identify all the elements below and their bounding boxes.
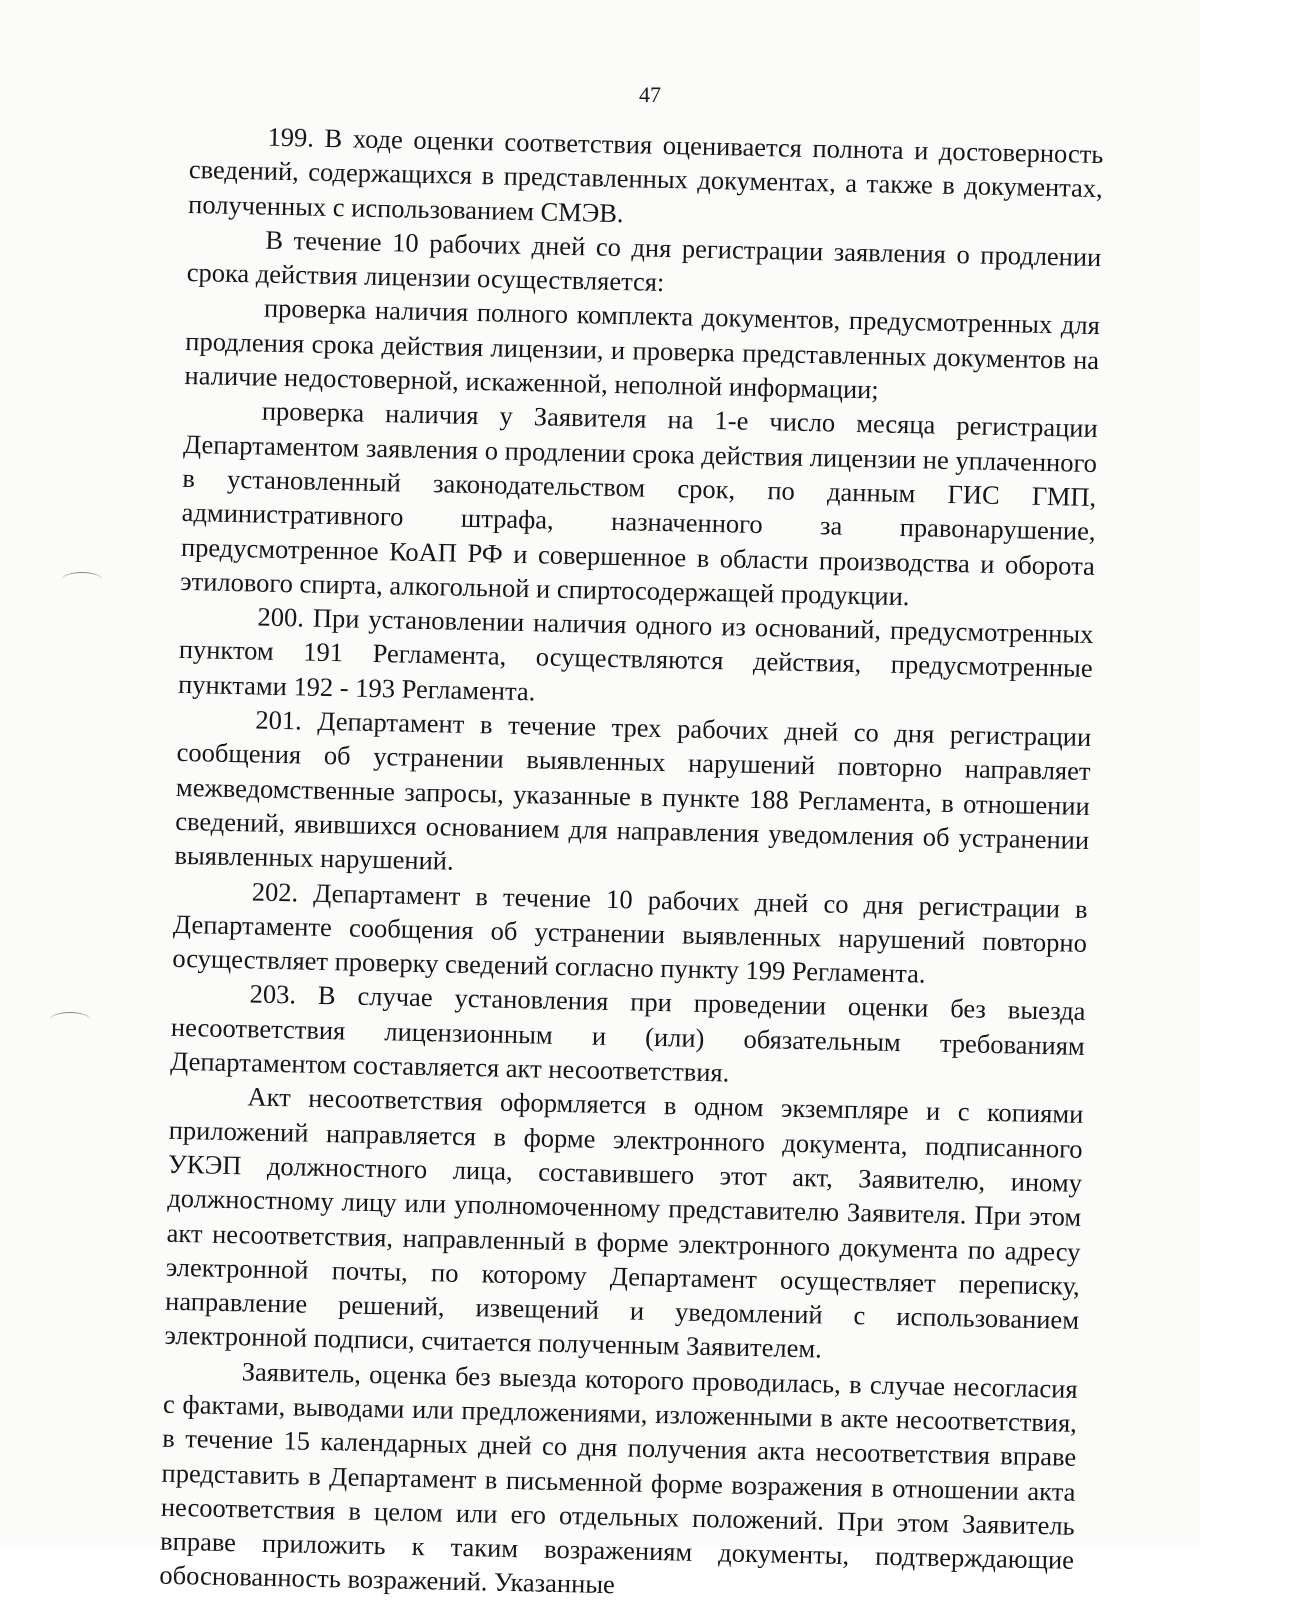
document-body <box>159 118 1104 1612</box>
paragraph-201: 201. Департамент в течение трех рабочих дней со дня регистрации сообщения об устранении выявленных нарушений повторно направляет межведомственные запросы, указанные в пункте 188 Регламента, в отношении сведений, явившихся основанием для направления уведомления об устранении выявленных нарушений. <box>174 704 1092 876</box>
paragraph-check-fines: проверка наличия у Заявителя на 1-е число месяца регистрации Департаментом заявления о продлении срока действия лицензии не уплаченного в установленный законодательством срок, по данным ГИС ГМП, административного штрафа, назначенного за правонарушение, предусмотренное КоАП РФ и совершенное в области производства и оборота этилового спирта, алкогольной и спиртосодержащей продукции. <box>179 395 1099 612</box>
paragraph-200: 200. При установлении наличия одного из оснований, предусмотренных пунктом 191 Регламента, осуществляются действия, предусмотренные пунктами 192 - 193 Регламента. <box>177 601 1094 707</box>
scan-mark-top <box>62 572 102 587</box>
scan-mark-bottom <box>50 1012 90 1027</box>
paragraph-202: 202. Департамент в течение 10 рабочих дней со дня регистрации в Департаменте сообщения об устранении выявленных нарушений повторно осуществляет проверку сведений согласно пункту 199 Регламента. <box>172 875 1088 989</box>
paragraph-203: 203. В случае установления при проведении оценки без выезда несоответствия лицензионным и (или) обязательным требованиям Департаментом составляется акт несоответствия. <box>169 978 1086 1088</box>
paragraph-act: Акт несоответствия оформляется в одном экземпляре и с копиями приложений направляется в форме электронного документа, подписанного УКЭП должностного лица, составившего этот акт, Заявителю, иному должностному лицу или уполномоченному представителю Заявителя. При этом акт несоответствия, направленный в форме электронного документа по адресу электронной почты, по которому Департамент осуществляет переписку, направление решений, извещений и уведомлений с использованием электронной подписи, считается полученным Заявителем. <box>164 1081 1084 1364</box>
paragraph-199: 199. В ходе оценки соответствия оценивается полнота и достоверность сведений, содержащихся в представленных документах, а также в документах, полученных с использованием СМЭВ. <box>187 121 1104 228</box>
paragraph-term: В течение 10 рабочих дней со дня регистрации заявления о продлении срока действия лицензии осуществляется: <box>186 224 1102 298</box>
paragraph-check-documents: проверка наличия полного комплекта документов, предусмотренных для продления срока действия лицензии, и проверка представленных документов на наличие недостоверной, искаженной, неполной информации; <box>184 293 1101 405</box>
page-number: 47 <box>639 82 661 107</box>
paragraph-objections: Заявитель, оценка без выезда которого проводилась, в случае несогласия с фактами, выводами или предложениями, изложенными в акте несоответствия, в течение 15 календарных дней со дня получения акта несоответствия вправе представить в Департамент в письменной форме возражения в отношении акта несоответствия в целом или его отдельных положений. При этом Заявитель вправе приложить к таким возражениям документы, подтверждающие обоснованность возражений. Указанные <box>159 1356 1078 1600</box>
